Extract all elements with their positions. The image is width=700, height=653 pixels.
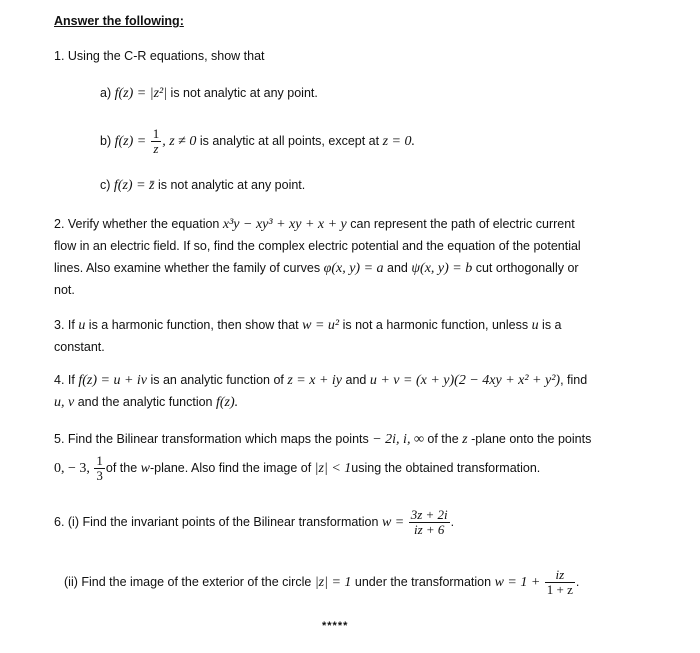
q4-prefix: 4. If bbox=[54, 373, 79, 387]
q1c-expr: f(z) = z̄ bbox=[113, 178, 155, 193]
q1c-label: c) bbox=[100, 178, 111, 192]
q3-rest: is not a harmonic function, unless bbox=[339, 318, 532, 332]
q1b-text: is analytic at all points, except at bbox=[199, 133, 380, 148]
q4-uv: u + v = (x + y)(2 − 4xy + x² + y²) bbox=[369, 373, 561, 388]
q2-prefix: 2. Verify whether the equation bbox=[54, 217, 223, 231]
q2-psi: ψ(x, y) = b bbox=[411, 261, 473, 276]
q6-part1 bbox=[54, 508, 654, 537]
q5-line1-a: 5. Find the Bilinear transformation which maps the points bbox=[54, 432, 373, 446]
q6-fraction bbox=[409, 508, 450, 537]
q4-mid: is an analytic function of bbox=[147, 373, 288, 387]
q5-z-plane: z bbox=[462, 432, 468, 447]
q4-line2 bbox=[54, 391, 654, 413]
q2-phi: φ(x, y) = a bbox=[323, 261, 384, 276]
q1a-label: a) bbox=[100, 86, 112, 100]
q1b-lhs: f(z) = bbox=[114, 133, 147, 149]
q6-denominator2: 1 + z bbox=[546, 582, 573, 597]
q1b-denominator: z bbox=[153, 141, 159, 156]
q6-w2: w = 1 + bbox=[494, 574, 541, 590]
page-heading: Answer the following: bbox=[54, 14, 184, 28]
q3-mid: is a harmonic function, then show that bbox=[85, 318, 303, 332]
q2-line3 bbox=[54, 257, 654, 279]
q1-part-a bbox=[100, 82, 318, 105]
q4-uv-vars: u, v bbox=[54, 395, 75, 410]
q3-u: u bbox=[78, 318, 86, 333]
q3-u2: u bbox=[531, 318, 539, 333]
q6-w: w = bbox=[381, 514, 405, 530]
q2-and: and bbox=[383, 261, 412, 275]
q3-end: is a bbox=[538, 318, 562, 332]
q5-line2-a: of the bbox=[105, 460, 141, 475]
q3-line1 bbox=[54, 314, 654, 336]
q5-line1-b: of the bbox=[423, 432, 463, 446]
q5-line2-b: -plane. Also find the image of bbox=[149, 460, 315, 475]
q4-end: , find bbox=[560, 373, 588, 387]
q1b-condition: , z ≠ 0 bbox=[162, 133, 197, 149]
q2-block bbox=[54, 213, 654, 301]
q2-line3-b: cut orthogonally or bbox=[472, 261, 579, 275]
q5-line2 bbox=[54, 454, 654, 483]
q6-part2 bbox=[64, 568, 664, 597]
q1b-label: b) bbox=[100, 133, 112, 148]
q6-part1-text: 6. (i) Find the invariant points of the Bilinear transformation bbox=[54, 514, 382, 529]
q5-line1 bbox=[54, 428, 654, 450]
q2-line1 bbox=[54, 213, 654, 235]
q3-line2: constant. bbox=[54, 340, 105, 354]
q2-line3-a: lines. Also examine whether the family of curves bbox=[54, 261, 324, 275]
q5-line1-c: -plane onto the points bbox=[467, 432, 592, 446]
q1a-expr: f(z) = |z²| bbox=[114, 86, 168, 101]
q4-f: f(z) = u + iv bbox=[78, 373, 147, 388]
q1b-fraction bbox=[151, 127, 162, 156]
q6-numerator: 3z + 2i bbox=[410, 507, 448, 522]
q5-w-plane: w bbox=[140, 460, 150, 476]
q4-and: and bbox=[342, 373, 370, 387]
q5-condition: |z| < 1 bbox=[314, 460, 352, 476]
q4-line2-b: and the analytic function bbox=[74, 395, 216, 409]
q5-numerator: 1 bbox=[96, 453, 103, 468]
q6-circle: |z| = 1 bbox=[314, 574, 352, 590]
q6-dot2: . bbox=[575, 574, 580, 589]
q4-fz: f(z). bbox=[215, 395, 239, 410]
q2-line1-rest: can represent the path of electric current bbox=[346, 217, 575, 231]
q2-equation: x³y − xy³ + xy + x + y bbox=[222, 217, 347, 232]
q3-prefix: 3. If bbox=[54, 318, 79, 332]
q5-line2-c: using the obtained transformation. bbox=[351, 460, 541, 475]
q5-denominator: 3 bbox=[96, 468, 103, 483]
q6-part2-text: (ii) Find the image of the exterior of the circle bbox=[64, 574, 315, 589]
q6-part2-mid: under the transformation bbox=[354, 574, 495, 589]
q2-line4: not. bbox=[54, 283, 75, 297]
q4-block bbox=[54, 369, 654, 413]
q5-points: − 2i, i, ∞ bbox=[372, 432, 424, 447]
q3-block bbox=[54, 314, 654, 358]
q6-dot: . bbox=[450, 514, 455, 529]
end-marker: ***** bbox=[322, 620, 349, 632]
q5-block bbox=[54, 428, 654, 483]
q2-line2: flow in an electric field. If so, find the complex electric potential and the equation of the potential bbox=[54, 239, 581, 253]
q6-denominator: iz + 6 bbox=[413, 522, 445, 537]
q1-intro: 1. Using the C-R equations, show that bbox=[54, 49, 265, 63]
q6-fraction2 bbox=[545, 568, 575, 597]
q1-part-c bbox=[100, 174, 305, 197]
q1b-at: z = 0. bbox=[382, 133, 415, 149]
q1-part-b bbox=[100, 127, 415, 156]
q6-numerator2: iz bbox=[545, 568, 575, 583]
q3-w: w = u² bbox=[302, 318, 340, 333]
q1c-text: is not analytic at any point. bbox=[154, 178, 306, 192]
q4-line1 bbox=[54, 369, 654, 391]
q4-z: z = x + iy bbox=[287, 373, 343, 388]
q1b-numerator: 1 bbox=[152, 126, 160, 141]
q1a-text: is not analytic at any point. bbox=[167, 86, 318, 100]
q5-image-points: 0, − 3, bbox=[54, 460, 90, 476]
q5-fraction bbox=[94, 454, 105, 483]
